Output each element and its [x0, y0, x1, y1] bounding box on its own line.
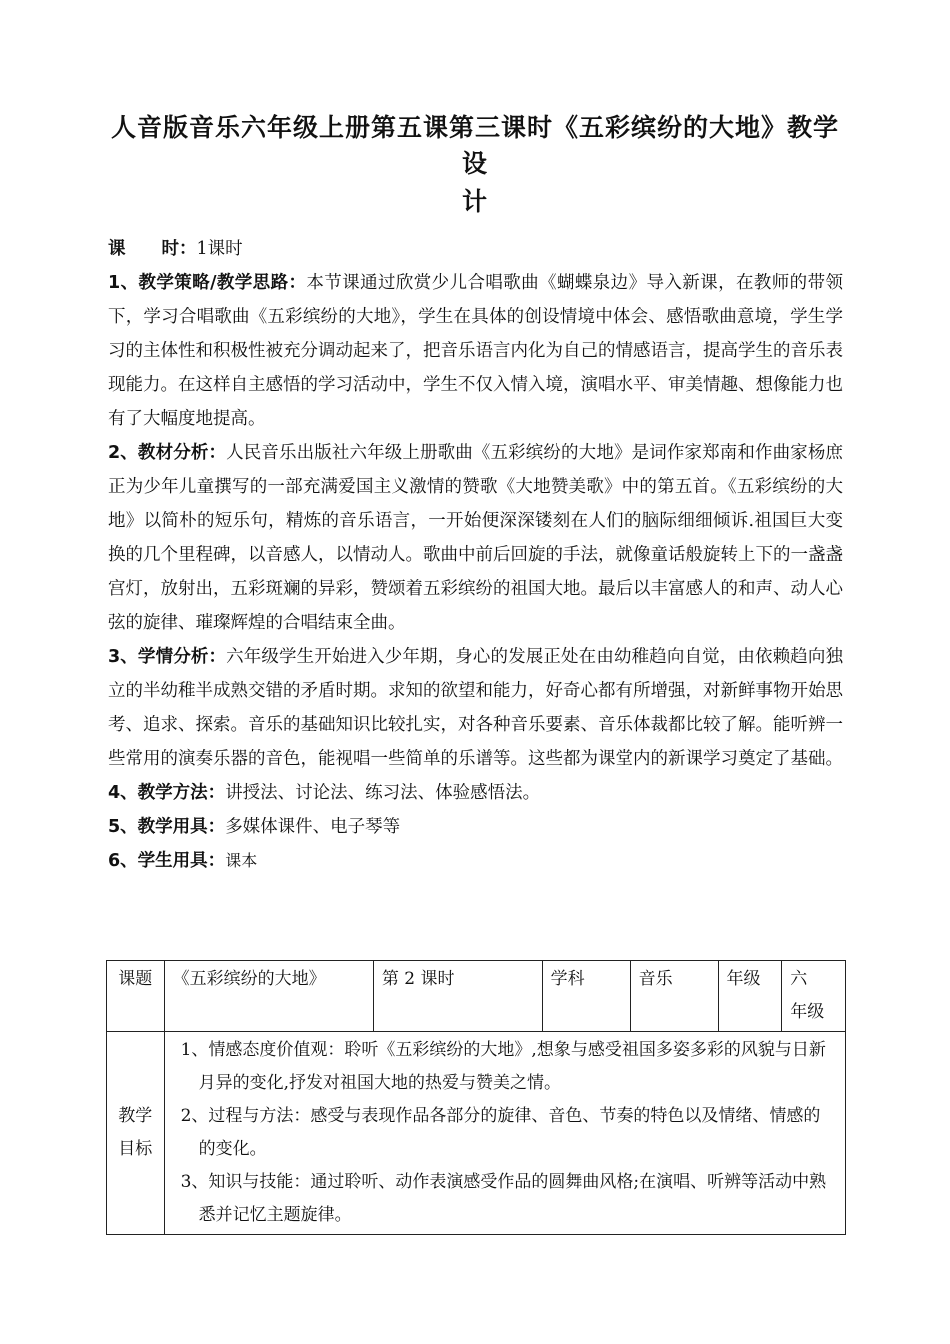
section-heading: 1、教学策略/教学思路： [108, 273, 307, 293]
class-hours [108, 232, 843, 266]
document-title-line-1: 人音版音乐六年级上册第五课第三课时《五彩缤纷的大地》教学设 [110, 113, 839, 178]
class-hours-label-a: 课 [108, 239, 126, 259]
section-teaching-tools [108, 810, 843, 844]
goal-item: 3、知识与技能：通过聆听、动作表演感受作品的圆舞曲风格;在演唱、听辨等活动中熟悉并记忆主题旋律。 [180, 1172, 827, 1225]
section-text: 六年级学生开始进入少年期，身心的发展正处在由幼稚趋向自觉，由依赖趋向独立的半幼稚半成熟交错的矛盾时期。求知的欲望和能力，好奇心都有所增强，对新鲜事物开始思考、追求、探索。音乐的基础知识比较扎实，对各种音乐要素、音乐体裁都比较了解。能听辨一些常用的演奏乐器的音色，能视唱一些简单的乐谱等。这些都为课堂内的新课学习奠定了基础。 [108, 647, 843, 769]
document-body [108, 232, 843, 878]
class-hours-label [108, 239, 197, 259]
goals-list [173, 1034, 837, 1232]
topic-label-cell: 课题 [107, 961, 165, 1032]
goal-item: 1、情感态度价值观：聆听《五彩缤纷的大地》,想象与感受祖国多姿多彩的风貌与日新月异的变化,抒发对祖国大地的热爱与赞美之情。 [180, 1040, 826, 1093]
class-hours-value: 1课时 [196, 239, 243, 259]
table-row [107, 1032, 846, 1235]
table-row [107, 961, 846, 1032]
topic-cell: 《五彩缤纷的大地》 [164, 961, 373, 1032]
section-heading: 4、教学方法： [108, 783, 226, 803]
section-text: 课本 [225, 851, 258, 870]
section-teaching-methods [108, 776, 843, 810]
lesson-info-table [106, 960, 846, 1235]
section-strategy [108, 266, 843, 436]
section-text: 人民音乐出版社六年级上册歌曲《五彩缤纷的大地》是词作家郑南和作曲家杨庶正为少年儿童撰写的一部充满爱国主义激情的赞歌《大地赞美歌》中的第五首。《五彩缤纷的大地》以简朴的短乐句，精炼的音乐语言，一开始便深深镂刻在人们的脑际细细倾诉.祖国巨大变换的几个里程碑，以音感人，以情动人。歌曲中前后回旋的手法，就像童话般旋转上下的一盏盏宫灯，放射出，五彩斑斓的异彩，赞颂着五彩缤纷的祖国大地。最后以丰富感人的和声、动人心弦的旋律、璀璨辉煌的合唱结束全曲。 [108, 443, 843, 633]
goal-item: 2、过程与方法：感受与表现作品各部分的旋律、音色、节奏的特色以及情绪、情感的的变化。 [180, 1106, 821, 1159]
section-heading: 2、教材分析： [108, 443, 227, 463]
section-heading: 5、教学用具： [108, 817, 226, 837]
section-heading: 6、学生用具： [108, 851, 226, 871]
grade-cell: 六 年级 [782, 961, 846, 1032]
section-material-analysis [108, 436, 843, 640]
goals-cell [164, 1032, 845, 1235]
subject-cell: 音乐 [630, 961, 718, 1032]
document-title-line-2: 计 [461, 187, 488, 216]
section-student-tools [108, 844, 843, 878]
section-text: 多媒体课件、电子琴等 [225, 817, 401, 837]
period-cell: 第 2 课时 [373, 961, 542, 1032]
section-text: 讲授法、讨论法、练习法、体验感悟法。 [225, 783, 541, 803]
goals-label-cell: 教学目标 [107, 1032, 165, 1235]
section-learner-analysis [108, 640, 843, 776]
section-text: 本节课通过欣赏少儿合唱歌曲《蝴蝶泉边》导入新课，在教师的带领下，学习合唱歌曲《五彩缤纷的大地》，学生在具体的创设情境中体会、感悟歌曲意境，学生学习的主体性和积极性被充分调动起来了，把音乐语言内化为自己的情感语言，提高学生的音乐表现能力。在这样自主感悟的学习活动中，学生不仅入情入境，演唱水平、审美情趣、想像能力也有了大幅度地提高。 [108, 273, 843, 429]
section-heading: 3、学情分析： [108, 647, 227, 667]
grade-label-cell: 年级 [718, 961, 782, 1032]
class-hours-label-b: 时： [161, 239, 197, 259]
subject-label-cell: 学科 [542, 961, 630, 1032]
